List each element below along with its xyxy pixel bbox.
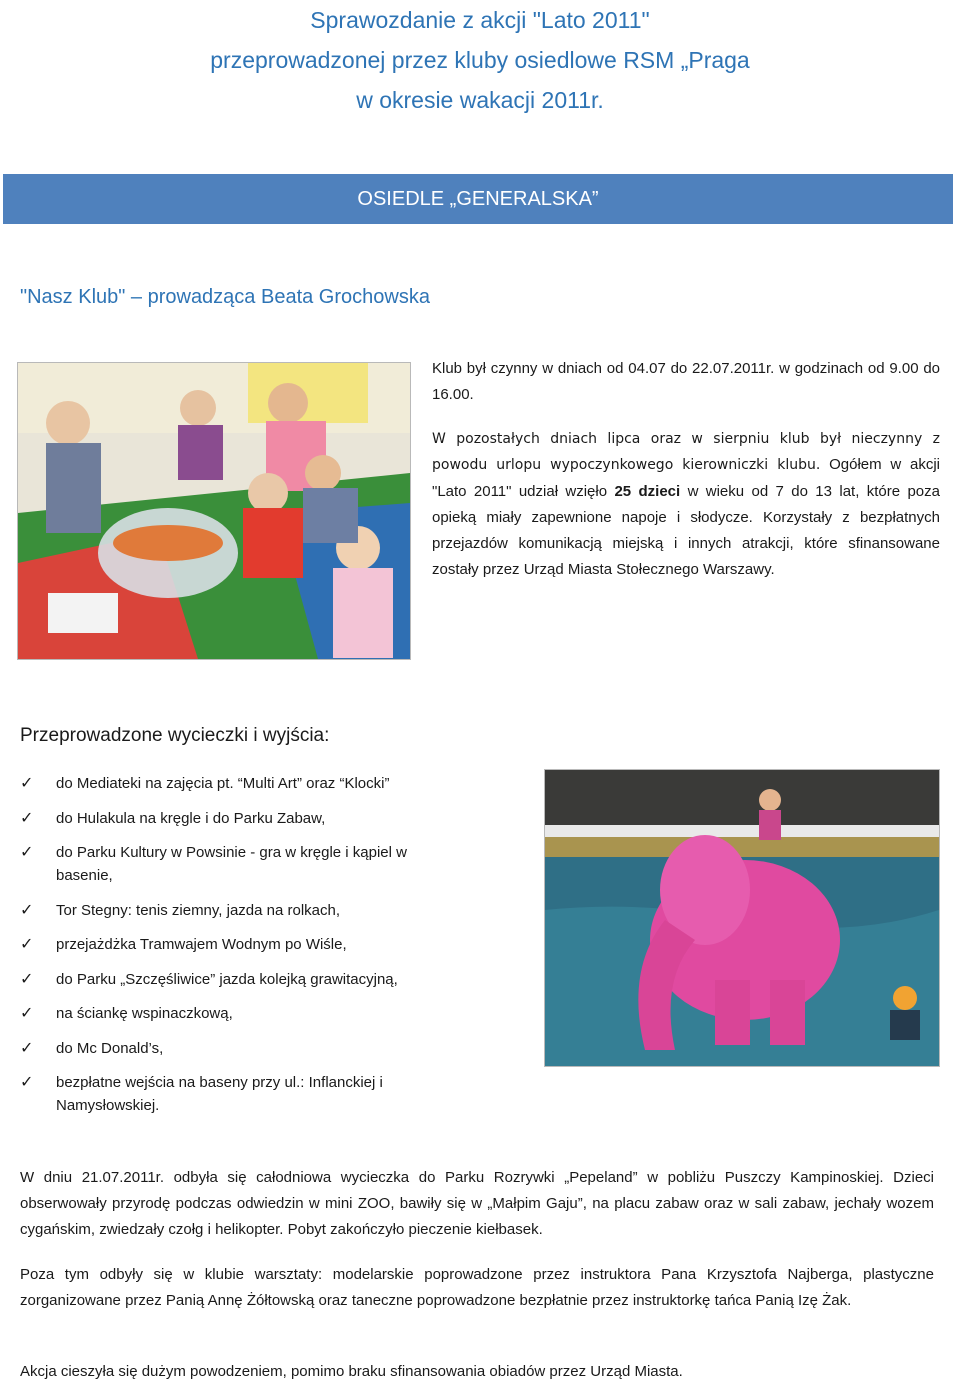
trips-list xyxy=(20,772,450,1129)
title-line-1: Sprawozdanie z akcji "Lato 2011" xyxy=(310,7,650,33)
intro-text xyxy=(432,356,940,600)
photo-pool-elephant-slide xyxy=(544,769,940,1067)
section-band: OSIEDLE „GENERALSKA” xyxy=(3,174,953,224)
trip-text: przejażdżka Tramwajem Wodnym po Wiśle, xyxy=(56,936,347,953)
trip-text: bezpłatne wejścia na baseny przy ul.: Inflanckiej i Namysłowskiej. xyxy=(56,1074,383,1114)
checkmark-icon: ✓ xyxy=(20,775,34,792)
club-heading: "Nasz Klub" – prowadząca Beata Grochowska xyxy=(20,286,430,308)
paragraph-workshops: Poza tym odbyły się w klubie warsztaty: modelarskie poprowadzone przez instruktora Pana Krzysztofa Najberga, plastyczne zorganizowane przez Panią Annę Żółtowską oraz taneczne poprowadzone bezpłatnie przez instruktorkę tańca Panią Izę Żak. xyxy=(20,1266,934,1309)
photo-children-playing-blocks xyxy=(17,362,411,660)
trip-text: do Mediateki na zajęcia pt. “Multi Art” oraz “Klocki” xyxy=(56,775,390,792)
checkmark-icon: ✓ xyxy=(20,1039,34,1057)
title-line-2: przeprowadzonej przez kluby osiedlowe RSM „Praga xyxy=(210,47,750,73)
document-title xyxy=(0,0,960,120)
paragraph-summary: Akcja cieszyła się dużym powodzeniem, pomimo braku sfinansowania obiadów przez Urząd Miasta. xyxy=(20,1363,683,1380)
list-item xyxy=(20,968,450,991)
list-item xyxy=(20,1002,450,1025)
list-item xyxy=(20,1037,450,1060)
list-item xyxy=(20,807,450,830)
checkmark-icon: ✓ xyxy=(20,809,34,827)
list-item xyxy=(20,899,450,922)
trip-text: do Mc Donald’s, xyxy=(56,1039,164,1057)
checkmark-icon: ✓ xyxy=(20,901,34,919)
list-item xyxy=(20,841,450,887)
intro-details xyxy=(432,426,940,583)
list-item xyxy=(20,1071,450,1117)
trips-heading: Przeprowadzone wycieczki i wyjścia: xyxy=(20,725,330,746)
intro-closed: W pozostałych dniach lipca oraz w sierpniu klub był nieczynny z powodu urlopu wypoczynkowego kierowniczki klubu. xyxy=(432,430,940,474)
checkmark-icon: ✓ xyxy=(20,1074,34,1091)
checkmark-icon: ✓ xyxy=(20,1005,34,1022)
checkmark-icon: ✓ xyxy=(20,970,34,988)
intro-support: w wieku od 7 do 13 lat, które poza opieką miały zapewnione napoje i słodycze. Korzystały z bezpłatnych przejazdów komunikacją miejską i innych atrakcji, które sfinansowane zostały przez Urząd Miasta Stołecznego Warszawy. xyxy=(432,483,940,578)
trip-text: do Parku Kultury w Powsinie - gra w kręgle i kąpiel w basenie, xyxy=(56,844,407,884)
paragraph-pepeland: W dniu 21.07.2011r. odbyła się całodniowa wycieczka do Parku Rozrywki „Pepeland” w pobliżu Puszczy Kampinoskiej. Dzieci obserwowały przyrodę podczas odwiedzin w mini ZOO, bawiły się w „Małpim Gaju”, na placu zabaw oraz w sali zabaw, jechały wozem cygańskim, zwiedzały czołg i helikopter. Pobyt zakończyło pieczenie kiełbasek. xyxy=(20,1169,934,1238)
intro-children-count: 25 dzieci xyxy=(614,483,681,501)
intro-participants: Ogółem w akcji "Lato 2011" udział wzięło xyxy=(432,456,940,501)
list-item xyxy=(20,772,450,795)
intro-hours: Klub był czynny w dniach od 04.07 do 22.07.2011r. w godzinach od 9.00 do 16.00. xyxy=(432,360,940,403)
title-line-3: w okresie wakacji 2011r. xyxy=(356,87,604,113)
trip-text: do Parku „Szczęśliwice” jazda kolejką grawitacyjną, xyxy=(56,970,398,988)
trip-text: do Hulakula na kręgle i do Parku Zabaw, xyxy=(56,809,326,827)
trip-text: na ściankę wspinaczkową, xyxy=(56,1005,233,1022)
checkmark-icon: ✓ xyxy=(20,936,34,953)
checkmark-icon: ✓ xyxy=(20,844,34,861)
list-item xyxy=(20,933,450,956)
trip-text: Tor Stegny: tenis ziemny, jazda na rolkach, xyxy=(56,901,341,919)
